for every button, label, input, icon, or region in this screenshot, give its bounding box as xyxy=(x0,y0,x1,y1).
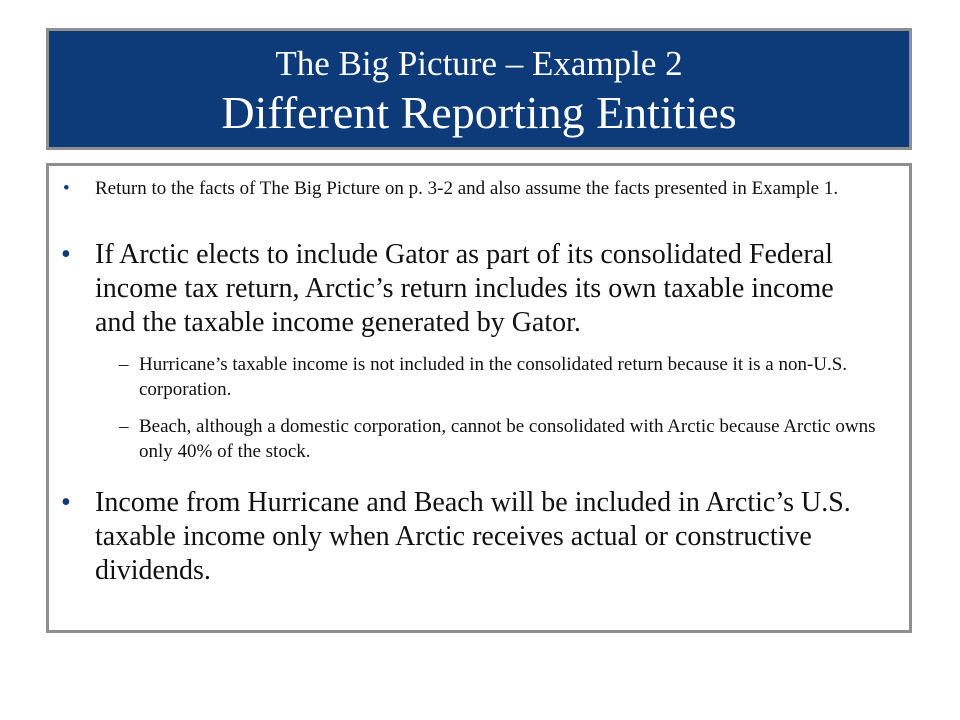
slide-title: The Big Picture – Example 2 xyxy=(275,44,683,83)
sub-bullet-marker: – xyxy=(119,416,129,437)
sub-bullet-marker: – xyxy=(119,354,129,375)
bullet-text: If Arctic elects to include Gator as part of its consolidated Federal income tax return, Arctic’s return includes its own taxable income and the taxable income generated by Gator. xyxy=(95,239,834,338)
title-banner xyxy=(46,28,912,150)
bullet-text: Income from Hurricane and Beach will be included in Arctic’s U.S. taxable income only when Arctic receives actual or constructive dividends. xyxy=(95,487,851,586)
sub-bullet-text: Beach, although a domestic corporation, cannot be consolidated with Arctic because Arctic owns only 40% of the stock. xyxy=(139,416,876,462)
sub-bullet-text: Hurricane’s taxable income is not included in the consolidated return because it is a non-U.S. corporation. xyxy=(139,354,848,400)
slide-subtitle: Different Reporting Entities xyxy=(221,87,737,138)
bullet-marker: • xyxy=(63,178,70,199)
bullet-text: Return to the facts of The Big Picture on p. 3-2 and also assume the facts presented in Example 1. xyxy=(95,178,839,199)
content-panel xyxy=(46,163,912,633)
bullet-marker: • xyxy=(61,487,71,518)
bullet-marker: • xyxy=(61,239,71,270)
